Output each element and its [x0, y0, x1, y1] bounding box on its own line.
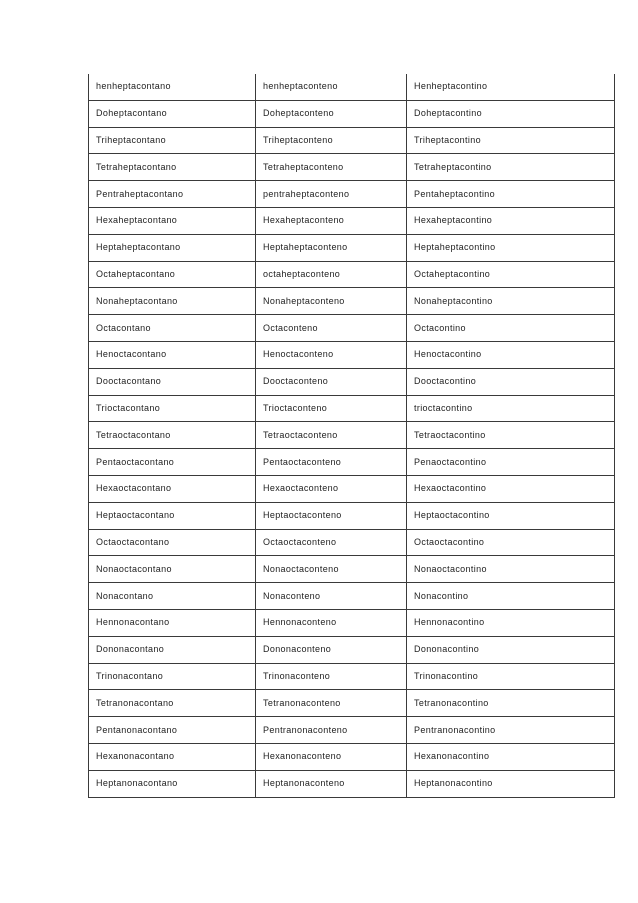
table-row [89, 663, 615, 690]
alkyne-cell: Dononacontino [407, 636, 615, 663]
nomenclature-table [88, 74, 615, 798]
alkene-cell: Hexaoctaconteno [256, 475, 407, 502]
alkyne-cell: Hexanonacontino [407, 743, 615, 770]
table-row [89, 583, 615, 610]
alkene-cell: Triheptaconteno [256, 127, 407, 154]
alkyne-cell: Heptaoctacontino [407, 502, 615, 529]
alkane-cell: Heptaheptacontano [89, 234, 256, 261]
table-row [89, 315, 615, 342]
alkyne-cell: Henoctacontino [407, 341, 615, 368]
alkane-cell: Hexanonacontano [89, 743, 256, 770]
alkane-cell: Tetranonacontano [89, 690, 256, 717]
alkane-cell: Nonacontano [89, 583, 256, 610]
alkene-cell: Trinonaconteno [256, 663, 407, 690]
table-row [89, 449, 615, 476]
table-row [89, 743, 615, 770]
alkyne-cell: Pentaheptacontino [407, 181, 615, 208]
table-row [89, 556, 615, 583]
alkene-cell: Pentranonaconteno [256, 717, 407, 744]
table-row [89, 100, 615, 127]
alkene-cell: Heptanonaconteno [256, 770, 407, 797]
alkane-cell: Triheptacontano [89, 127, 256, 154]
alkyne-cell: Nonaheptacontino [407, 288, 615, 315]
alkene-cell: Heptaheptaconteno [256, 234, 407, 261]
alkyne-cell: Octacontino [407, 315, 615, 342]
alkane-cell: Tetraheptacontano [89, 154, 256, 181]
table-row [89, 181, 615, 208]
alkyne-cell: Tetraoctacontino [407, 422, 615, 449]
table-row [89, 529, 615, 556]
alkane-cell: Octaoctacontano [89, 529, 256, 556]
alkyne-cell: Tetraheptacontino [407, 154, 615, 181]
alkane-cell: Henoctacontano [89, 341, 256, 368]
alkene-cell: octaheptaconteno [256, 261, 407, 288]
alkane-cell: Heptaoctacontano [89, 502, 256, 529]
alkane-cell: henheptacontano [89, 74, 256, 100]
table-body [89, 74, 615, 797]
alkyne-cell: trioctacontino [407, 395, 615, 422]
alkyne-cell: Hennonacontino [407, 609, 615, 636]
alkene-cell: Tetraheptaconteno [256, 154, 407, 181]
table-row [89, 395, 615, 422]
table-row [89, 690, 615, 717]
alkene-cell: Trioctaconteno [256, 395, 407, 422]
table-row [89, 234, 615, 261]
alkene-cell: Doheptaconteno [256, 100, 407, 127]
table-row [89, 207, 615, 234]
alkane-cell: Hennonacontano [89, 609, 256, 636]
table-row [89, 717, 615, 744]
alkane-cell: Dononacontano [89, 636, 256, 663]
alkyne-cell: Pentranonacontino [407, 717, 615, 744]
alkane-cell: Hexaheptacontano [89, 207, 256, 234]
alkyne-cell: Trinonacontino [407, 663, 615, 690]
table-row [89, 261, 615, 288]
table-row [89, 636, 615, 663]
alkane-cell: Pentraheptacontano [89, 181, 256, 208]
alkene-cell: Nonaconteno [256, 583, 407, 610]
alkene-cell: Hexanonaconteno [256, 743, 407, 770]
alkene-cell: Dononaconteno [256, 636, 407, 663]
alkene-cell: Tetraoctaconteno [256, 422, 407, 449]
table-row [89, 609, 615, 636]
alkene-cell: Henoctaconteno [256, 341, 407, 368]
alkene-cell: Hexaheptaconteno [256, 207, 407, 234]
alkane-cell: Trioctacontano [89, 395, 256, 422]
alkyne-cell: Octaheptacontino [407, 261, 615, 288]
alkyne-cell: Hexaheptacontino [407, 207, 615, 234]
alkyne-cell: Doheptacontino [407, 100, 615, 127]
alkene-cell: Tetranonaconteno [256, 690, 407, 717]
alkane-cell: Trinonacontano [89, 663, 256, 690]
alkane-cell: Pentanonacontano [89, 717, 256, 744]
table-row [89, 127, 615, 154]
alkane-cell: Nonaoctacontano [89, 556, 256, 583]
alkane-cell: Dooctacontano [89, 368, 256, 395]
alkene-cell: Dooctaconteno [256, 368, 407, 395]
alkene-cell: Heptaoctaconteno [256, 502, 407, 529]
alkyne-cell: Heptanonacontino [407, 770, 615, 797]
alkyne-cell: Octaoctacontino [407, 529, 615, 556]
alkene-cell: Hennonaconteno [256, 609, 407, 636]
alkyne-cell: Heptaheptacontino [407, 234, 615, 261]
alkane-cell: Octaheptacontano [89, 261, 256, 288]
table-row [89, 422, 615, 449]
alkane-cell: Heptanonacontano [89, 770, 256, 797]
alkyne-cell: Nonacontino [407, 583, 615, 610]
table-row [89, 368, 615, 395]
alkene-cell: Octaconteno [256, 315, 407, 342]
alkyne-cell: Henheptacontino [407, 74, 615, 100]
alkene-cell: henheptaconteno [256, 74, 407, 100]
alkene-cell: Octaoctaconteno [256, 529, 407, 556]
table-row [89, 770, 615, 797]
table-row [89, 154, 615, 181]
table-row [89, 341, 615, 368]
table-row [89, 502, 615, 529]
alkyne-cell: Dooctacontino [407, 368, 615, 395]
alkene-cell: Nonaoctaconteno [256, 556, 407, 583]
alkene-cell: Nonaheptaconteno [256, 288, 407, 315]
alkane-cell: Hexaoctacontano [89, 475, 256, 502]
table-row [89, 288, 615, 315]
alkyne-cell: Triheptacontino [407, 127, 615, 154]
table-row [89, 475, 615, 502]
alkane-cell: Tetraoctacontano [89, 422, 256, 449]
alkane-cell: Pentaoctacontano [89, 449, 256, 476]
alkane-cell: Octacontano [89, 315, 256, 342]
alkene-cell: Pentaoctaconteno [256, 449, 407, 476]
alkene-cell: pentraheptaconteno [256, 181, 407, 208]
table-row [89, 74, 615, 100]
alkyne-cell: Nonaoctacontino [407, 556, 615, 583]
alkane-cell: Doheptacontano [89, 100, 256, 127]
alkyne-cell: Tetranonacontino [407, 690, 615, 717]
alkyne-cell: Hexaoctacontino [407, 475, 615, 502]
alkane-cell: Nonaheptacontano [89, 288, 256, 315]
alkyne-cell: Penaoctacontino [407, 449, 615, 476]
